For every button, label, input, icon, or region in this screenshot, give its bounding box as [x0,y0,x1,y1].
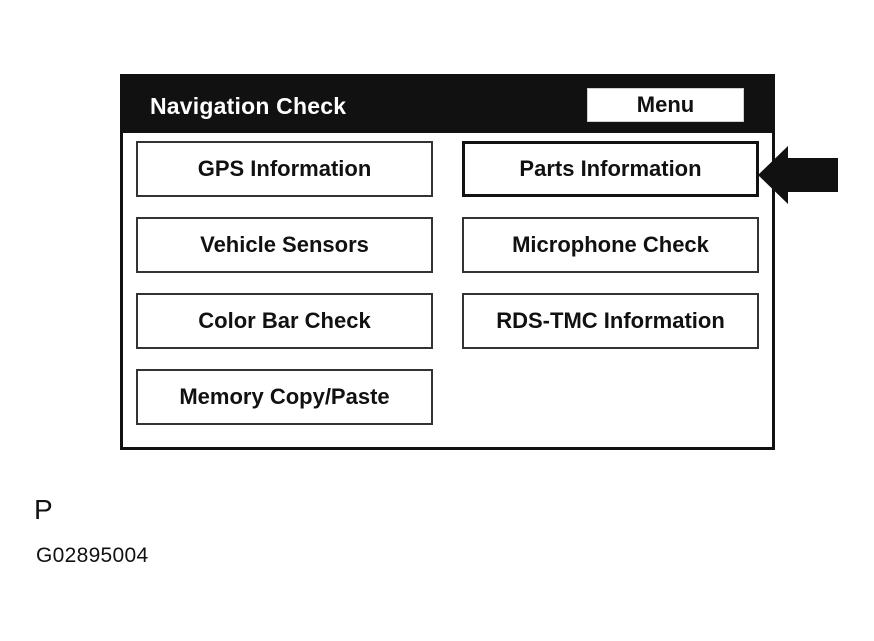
title-bar [123,77,772,133]
color-bar-check-button[interactable]: Color Bar Check [136,293,433,349]
footer-letter: P [34,494,53,525]
arrow-left-icon [758,146,840,204]
rds-tmc-information-button[interactable]: RDS-TMC Information [462,293,759,349]
memory-copy-paste-button[interactable]: Memory Copy/Paste [136,369,433,425]
navigation-check-screen [120,74,775,450]
figure-code: G02895004 [36,544,149,567]
menu-button[interactable]: Menu [587,88,744,122]
screen-title: Navigation Check [150,93,347,119]
gps-information-button[interactable]: GPS Information [136,141,433,197]
vehicle-sensors-button[interactable]: Vehicle Sensors [136,217,433,273]
microphone-check-button[interactable]: Microphone Check [462,217,759,273]
parts-information-button[interactable]: Parts Information [462,141,759,197]
